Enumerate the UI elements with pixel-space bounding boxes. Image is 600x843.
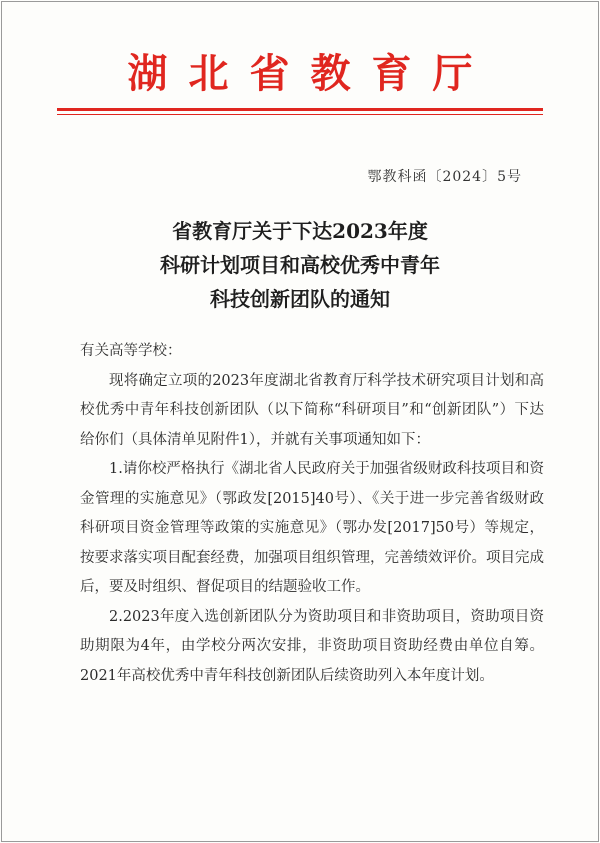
title-line-3: 科技创新团队的通知 [210,287,390,311]
document-number: 鄂教科函〔2024〕5号 [367,169,522,185]
title-line-1: 省教育厅关于下达2023年度 [172,219,428,243]
document-body [80,337,544,691]
body-paragraph-intro: 现将确定立项的2023年度湖北省教育厅科学技术研究项目计划和高校优秀中青年科技创新团队（以下简称“科研项目”和“创新团队”）下达给你们（具体清单见附件1），并就有关事项通知如下： [80,372,544,448]
document-title [0,214,600,316]
agency-letterhead: 湖北省教育厅 [127,50,494,97]
letterhead-rule-thin [57,114,543,115]
body-paragraph-item-2: 2.2023年度入选创新团队分为资助项目和非资助项目，资助项目资助期限为4年，由学校分两次安排，非资助项目资助经费由单位自筹。2021年高校优秀中青年科技创新团队后续资助列入本年度计划。 [80,608,544,684]
salutation: 有关高等学校： [80,343,182,359]
letterhead-rule-thick [57,108,543,111]
body-paragraph-item-1: 1.请你校严格执行《湖北省人民政府关于加强省级财政科技项目和资金管理的实施意见》（鄂政发[2015]40号）、《关于进一步完善省级财政科研项目资金管理等政策的实施意见》（鄂办发[2017]50号）等规定，按要求落实项目配套经费，加强项目组织管理，完善绩效评价。项目完成后，要及时组织、督促项目的结题验收工作。 [80,461,544,595]
title-line-2: 科研计划项目和高校优秀中青年 [160,253,440,277]
